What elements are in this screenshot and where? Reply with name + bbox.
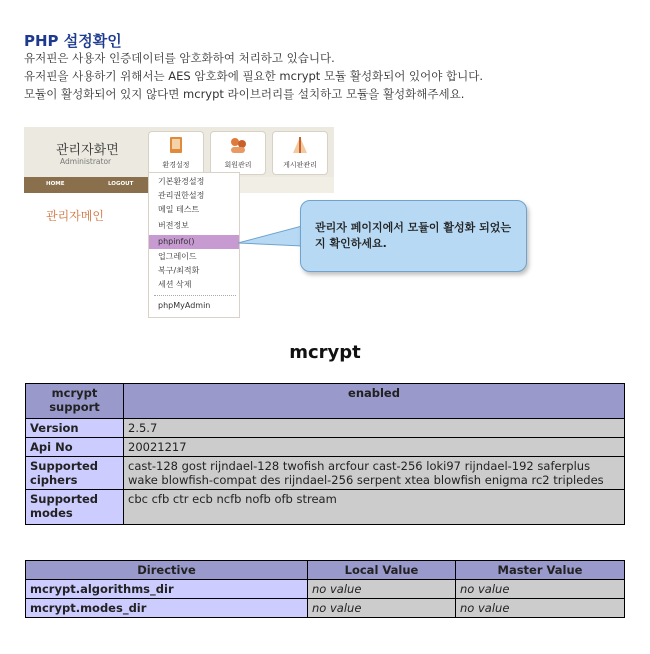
tile-label: 회원관리 [224,161,252,169]
menu-item-upgrade[interactable]: 업그레이드 [158,252,197,261]
callout-text: 관리자 페이지에서 모듈이 활성화 되었는지 확인하세요. [315,221,511,250]
menu-item-phpinfo[interactable]: phpinfo() [149,235,239,249]
admin-title: 관리자화면 [56,143,119,158]
info-value: cbc cfb ctr ecb ncfb nofb ofb stream [124,490,625,525]
tile-label: 환경설정 [162,161,190,169]
menu-item-version[interactable]: 버전정보 [158,221,189,230]
directive-local-value: no value [308,580,456,599]
description-line-3: 모듈이 활성화되어 있지 않다면 mcrypt 라이브러리를 설치하고 모듈을 활성화해주세요. [24,87,465,101]
column-header: Local Value [308,561,456,580]
nav-bar-filler [236,177,334,193]
mcrypt-directive-table [25,560,625,618]
directive-name: mcrypt.modes_dir [26,599,308,618]
settings-dropdown-menu [148,172,240,318]
table-row [26,419,625,438]
info-key: Supported modes [26,490,124,525]
description-line-1: 유저핀은 사용자 인증데이터를 암호화하여 처리하고 있습니다. [24,51,335,65]
info-key: mcrypt support [26,384,124,419]
menu-divider [154,295,236,296]
tile-members[interactable] [210,131,266,175]
settings-icon [166,135,186,155]
table-row [26,580,625,599]
column-header: Master Value [456,561,625,580]
module-title: mcrypt [289,342,361,363]
directive-master-value: no value [456,599,625,618]
menu-item-basic-settings[interactable]: 기본환경설정 [158,177,205,186]
info-value: cast-128 gost rijndael-128 twofish arcfour cast-256 loki97 rijndael-192 saferplus wake blowfish-compat des rijndael-256 serpent xtea blowfish enigma rc2 tripledes [124,457,625,490]
admin-header [24,127,334,177]
description-line-2: 유저핀을 사용하기 위해서는 AES 암호화에 필요한 mcrypt 모듈 활성화되어 있어야 합니다. [24,69,483,83]
admin-subtitle: Administrator [60,157,112,166]
board-icon [290,135,310,155]
info-key: Supported ciphers [26,457,124,490]
table-row [26,490,625,525]
table-row [26,438,625,457]
directive-name: mcrypt.algorithms_dir [26,580,308,599]
mcrypt-info-table [25,383,625,525]
info-key: Api No [26,438,124,457]
admin-screenshot [24,127,334,317]
nav-home[interactable]: HOME [46,181,65,187]
info-value: 20021217 [124,438,625,457]
info-value: 2.5.7 [124,419,625,438]
tile-settings[interactable] [148,131,204,175]
info-key: Version [26,419,124,438]
menu-item-repair[interactable]: 복구/최적화 [158,266,200,275]
tile-label: 게시판관리 [283,161,317,169]
table-header-row [26,561,625,580]
page-title: PHP 설정확인 [24,32,122,50]
directive-master-value: no value [456,580,625,599]
menu-item-mail-test[interactable]: 메일 테스트 [158,205,200,214]
menu-item-phpmyadmin[interactable]: phpMyAdmin [158,301,211,310]
table-row [26,457,625,490]
info-value: enabled [124,384,625,419]
nav-logout[interactable]: LOGOUT [108,181,134,187]
menu-item-permissions[interactable]: 관리권한설정 [158,191,205,200]
members-icon [228,135,248,155]
table-row [26,599,625,618]
menu-item-session-delete[interactable]: 세션 삭제 [158,280,192,289]
callout-bubble [300,200,527,272]
column-header: Directive [26,561,308,580]
admin-main-label: 관리자메인 [46,209,104,223]
tile-board[interactable] [272,131,328,175]
table-row [26,384,625,419]
directive-local-value: no value [308,599,456,618]
